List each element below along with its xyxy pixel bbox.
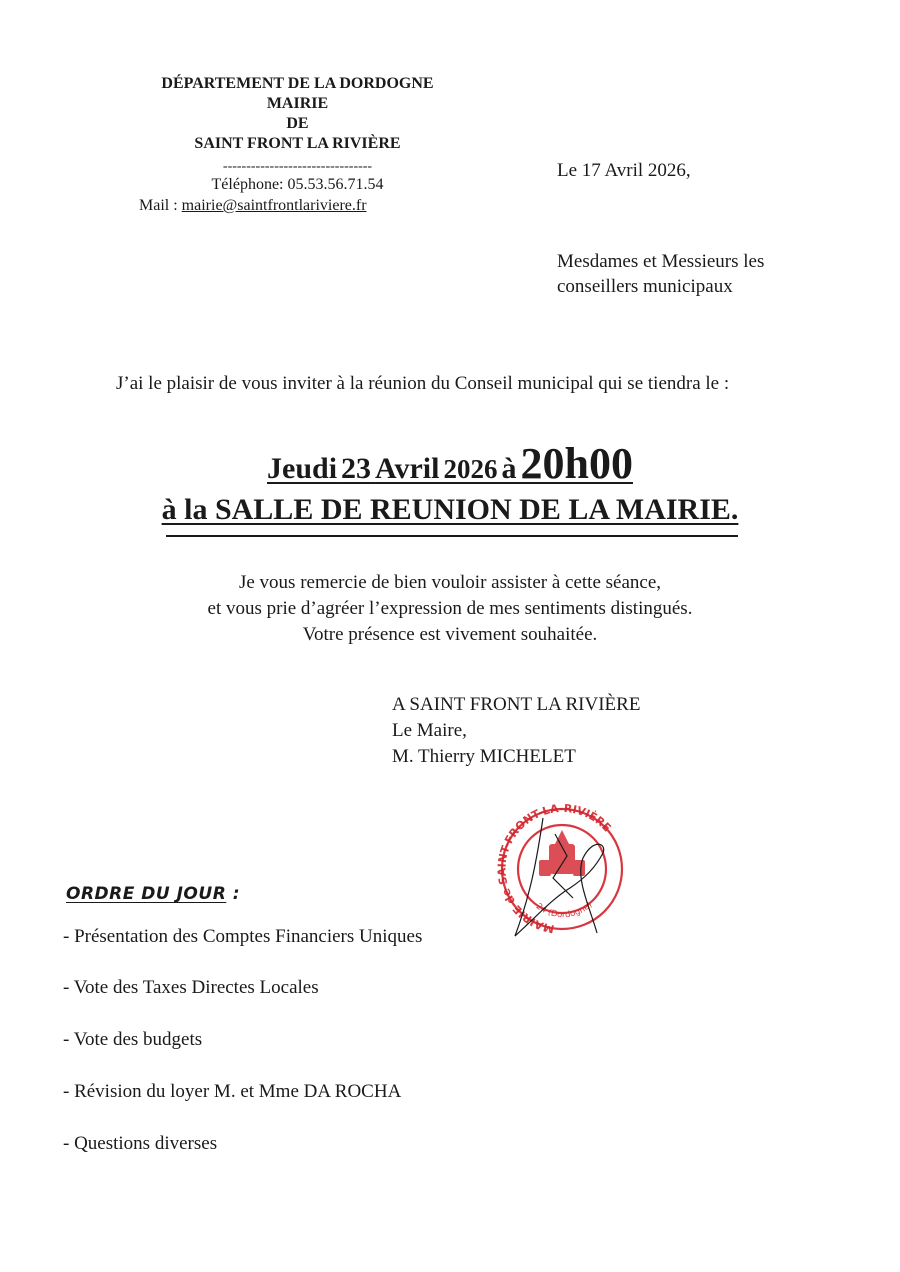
location-underline-rule xyxy=(166,535,738,537)
mairie-label: MAIRIE xyxy=(266,95,329,112)
header-separator: -------------------------------- xyxy=(222,159,373,174)
mail-line xyxy=(110,195,485,216)
meeting-location-text: à la SALLE DE REUNION DE LA MAIRIE. xyxy=(161,493,739,526)
meeting-location xyxy=(0,493,900,527)
meeting-day-number: 23 xyxy=(341,452,372,485)
department-name: DÉPARTEMENT DE LA DORDOGNE xyxy=(161,75,434,92)
recipients-line: Mesdames et Messieurs les xyxy=(557,251,765,272)
mail-label: Mail : xyxy=(139,197,182,214)
agenda-item: - Révision du loyer M. et Mme DA ROCHA xyxy=(63,1081,402,1102)
meeting-date-time xyxy=(0,438,900,489)
agenda-title xyxy=(66,884,240,904)
closing-line: Votre présence est vivement souhaitée. xyxy=(302,624,598,645)
closing-line: et vous prie d’agréer l’expression de mes sentiments distingués. xyxy=(207,598,693,619)
recipients-line: conseillers municipaux xyxy=(557,276,733,297)
mail-address-link[interactable]: mairie@saintfrontlariviere.fr xyxy=(181,197,367,214)
closing-paragraph xyxy=(0,570,900,648)
signature-role: Le Maire, xyxy=(392,720,467,741)
closing-line: Je vous remercie de bien vouloir assister à cette séance, xyxy=(238,572,662,593)
signature-place: A SAINT FRONT LA RIVIÈRE xyxy=(392,694,641,715)
letterhead xyxy=(110,74,485,216)
letter-date: Le 17 Avril 2026, xyxy=(557,160,691,181)
stamp-ring-textpath: MAIRIE de SAINT-FRONT-LA-RIVIÈRE xyxy=(495,801,614,936)
stamp-emblem xyxy=(539,830,585,876)
agenda-title-text: ORDRE DU JOUR xyxy=(66,884,227,904)
signature-name: M. Thierry MICHELET xyxy=(392,746,576,767)
agenda-item: - Vote des budgets xyxy=(63,1029,203,1050)
de-label: DE xyxy=(286,115,309,132)
agenda-item: - Vote des Taxes Directes Locales xyxy=(63,977,319,998)
agenda-title-suffix: : xyxy=(226,884,240,904)
signature-block xyxy=(392,692,640,770)
meeting-time: 20h00 xyxy=(520,439,633,488)
recipients xyxy=(557,249,764,299)
stamp-sub-textpath: 24 (Dordogne) xyxy=(533,900,595,921)
meeting-day: Jeudi xyxy=(267,452,338,485)
phone-line: Téléphone: 05.53.56.71.54 xyxy=(211,176,384,193)
meeting-a: à xyxy=(501,452,517,485)
meeting-month: Avril xyxy=(375,452,440,485)
commune-name: SAINT FRONT LA RIVIÈRE xyxy=(194,135,401,152)
invitation-intro: J’ai le plaisir de vous inviter à la réunion du Conseil municipal qui se tiendra le : xyxy=(116,373,730,394)
official-stamp xyxy=(495,798,630,943)
agenda-item: - Questions diverses xyxy=(63,1133,218,1154)
agenda-item: - Présentation des Comptes Financiers Uniques xyxy=(63,926,423,947)
meeting-year: 2026 xyxy=(443,454,498,484)
